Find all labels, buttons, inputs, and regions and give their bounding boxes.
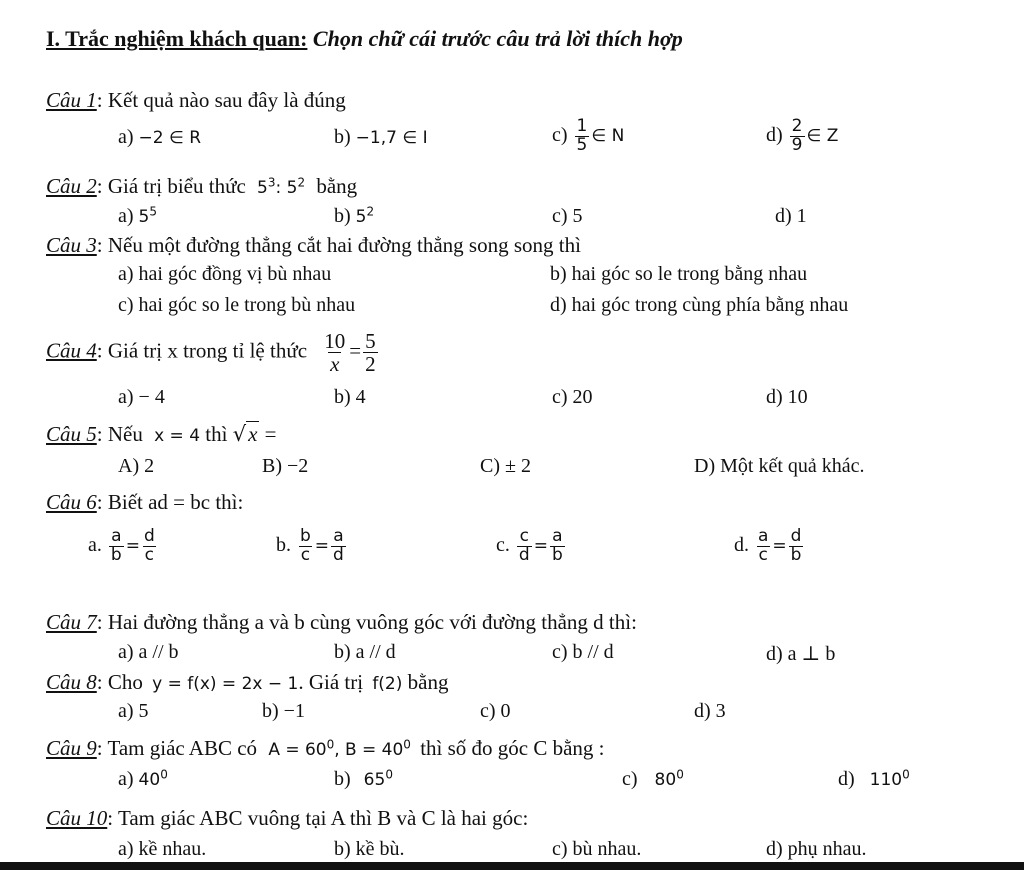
option-letter: d. bbox=[734, 533, 749, 556]
base: 5 bbox=[286, 178, 298, 198]
option-letter: b) bbox=[334, 768, 351, 790]
option-expression: −2 ∈ R bbox=[138, 128, 202, 148]
exponent: 2 bbox=[366, 204, 375, 219]
q6-option-b[interactable] bbox=[276, 528, 348, 565]
question-label: Câu 3 bbox=[46, 233, 97, 257]
question-label: Câu 2 bbox=[46, 174, 97, 198]
option-letter: d) bbox=[838, 768, 855, 790]
fraction-denominator: b bbox=[790, 544, 802, 565]
q5-option-d[interactable]: D) Một kết quả khác. bbox=[694, 455, 865, 477]
option-letter: d) bbox=[766, 123, 783, 146]
option-letter: a) bbox=[118, 205, 134, 227]
q7-option-a[interactable]: a) a // b bbox=[118, 641, 179, 663]
angle-value: 80 bbox=[654, 770, 677, 790]
option-expression bbox=[138, 767, 168, 790]
question-8 bbox=[46, 670, 448, 695]
q10-option-b[interactable]: b) kề bù. bbox=[334, 838, 405, 860]
option-letter: c) bbox=[552, 123, 568, 146]
degree-mark: 0 bbox=[160, 767, 168, 782]
radicand: x bbox=[248, 422, 258, 446]
degree-mark: 0 bbox=[403, 737, 411, 752]
q2-option-a[interactable] bbox=[118, 205, 157, 228]
section-heading: I. Trắc nghiệm khách quan: bbox=[46, 26, 308, 51]
q9-option-a[interactable] bbox=[118, 768, 168, 791]
fraction bbox=[298, 528, 313, 565]
q6-option-d[interactable] bbox=[734, 528, 805, 565]
fraction-numerator: 1 bbox=[576, 116, 588, 136]
fraction-numerator: a bbox=[111, 526, 122, 546]
angle-a bbox=[268, 737, 340, 760]
option-letter: c. bbox=[496, 533, 510, 556]
equals-sign: = bbox=[314, 535, 330, 556]
q1-option-d[interactable] bbox=[766, 118, 838, 155]
fraction-denominator: d bbox=[518, 544, 530, 565]
option-expression bbox=[138, 204, 158, 227]
question-10 bbox=[46, 806, 528, 831]
question-5 bbox=[46, 422, 277, 447]
angle-value: 65 bbox=[363, 770, 386, 790]
exponent: 5 bbox=[149, 204, 158, 219]
fraction-denominator: c bbox=[144, 544, 155, 565]
question-label: Câu 8 bbox=[46, 670, 97, 694]
option-letter: a) bbox=[118, 768, 134, 790]
question-text-tail: bằng bbox=[407, 670, 449, 694]
question-label: Câu 9 bbox=[46, 736, 97, 760]
question-text: : Giá trị biểu thức bbox=[96, 174, 246, 198]
equals-sign: = bbox=[264, 422, 277, 446]
question-text-tail: thì số đo góc C bằng : bbox=[420, 736, 605, 760]
question-text: : Tam giác ABC có bbox=[96, 736, 258, 760]
fraction bbox=[322, 330, 347, 375]
fraction-denominator: c bbox=[300, 544, 311, 565]
angle-value: 110 bbox=[869, 770, 903, 790]
question-7 bbox=[46, 610, 637, 635]
option-expression: ∈ N bbox=[591, 125, 625, 146]
q7-option-d[interactable]: d) a ⊥ b bbox=[766, 643, 836, 665]
separator: , bbox=[334, 740, 340, 760]
option-expression bbox=[869, 767, 910, 790]
fraction-denominator: 9 bbox=[791, 134, 803, 155]
option-letter: a. bbox=[88, 533, 102, 556]
fraction bbox=[575, 118, 590, 155]
question-text: : Cho bbox=[96, 670, 143, 694]
question-2 bbox=[46, 174, 357, 199]
q2-option-c[interactable]: c) 5 bbox=[552, 205, 583, 227]
q5-option-b[interactable]: B) −2 bbox=[262, 455, 309, 477]
q5-option-c[interactable]: C) ± 2 bbox=[480, 455, 531, 477]
base: 5 bbox=[257, 178, 268, 198]
q9-option-b[interactable] bbox=[334, 768, 393, 791]
equals-sign: = bbox=[125, 535, 140, 556]
fraction bbox=[363, 330, 378, 375]
fraction-denominator: d bbox=[333, 544, 344, 565]
q10-option-c[interactable]: c) bù nhau. bbox=[552, 838, 642, 860]
option-expression bbox=[654, 767, 684, 790]
option-letter: c) bbox=[622, 768, 638, 790]
square-root bbox=[233, 422, 260, 447]
q7-option-b[interactable]: b) a // d bbox=[334, 641, 396, 663]
question-text-mid: thì bbox=[205, 422, 228, 446]
q9-option-c[interactable] bbox=[622, 768, 684, 791]
fraction bbox=[790, 118, 805, 155]
equals-sign: = bbox=[533, 535, 548, 556]
degree-mark: 0 bbox=[902, 767, 910, 782]
question-text: : Biết ad = bc thì: bbox=[96, 490, 244, 514]
degree-mark: 0 bbox=[326, 737, 335, 752]
equals-sign: = bbox=[349, 338, 362, 363]
q4-option-a[interactable]: a) − 4 bbox=[118, 386, 165, 408]
option-letter: b) bbox=[334, 126, 351, 148]
q8-option-a[interactable]: a) 5 bbox=[118, 700, 149, 722]
angle-value: A = 60 bbox=[268, 740, 327, 760]
option-letter: b) bbox=[334, 205, 351, 227]
section-instruction: Chọn chữ cái trước câu trả lời thích hợp bbox=[307, 26, 683, 51]
power-expression bbox=[257, 175, 306, 198]
function-call: f(2) bbox=[372, 674, 403, 694]
question-text: : Nếu một đường thẳng cắt hai đường thẳng song song thì bbox=[96, 233, 581, 257]
option-letter: a) bbox=[118, 126, 134, 148]
fraction bbox=[142, 528, 157, 565]
fraction bbox=[756, 528, 770, 565]
q1-option-a[interactable] bbox=[118, 126, 201, 149]
fraction bbox=[331, 528, 346, 565]
q10-option-d[interactable]: d) phụ nhau. bbox=[766, 838, 867, 860]
option-expression: −1,7 ∈ I bbox=[355, 128, 428, 148]
q1-option-b[interactable] bbox=[334, 126, 428, 149]
fraction-denominator: x bbox=[330, 352, 340, 377]
q3-option-d[interactable]: d) hai góc trong cùng phía bằng nhau bbox=[550, 294, 849, 316]
fraction-numerator: 2 bbox=[791, 116, 803, 136]
question-1 bbox=[46, 88, 346, 113]
question-label: Câu 1 bbox=[46, 88, 97, 112]
option-expression: ∈ Z bbox=[806, 125, 839, 146]
q6-option-c[interactable] bbox=[496, 528, 567, 565]
q1-option-c[interactable] bbox=[552, 118, 624, 155]
question-text-tail: bằng bbox=[316, 174, 358, 198]
operator: : bbox=[275, 178, 282, 198]
fraction bbox=[517, 528, 532, 565]
question-text: : Tam giác ABC vuông tại A thì B và C là hai góc: bbox=[107, 806, 529, 830]
question-text-mid: . Giá trị bbox=[298, 670, 364, 694]
fraction-numerator: b bbox=[300, 526, 311, 546]
option-expression bbox=[355, 204, 375, 227]
fraction-denominator: b bbox=[551, 544, 563, 565]
q2-option-b[interactable] bbox=[334, 205, 374, 228]
base: 5 bbox=[138, 207, 150, 227]
fraction-numerator: d bbox=[790, 526, 802, 546]
option-letter: b. bbox=[276, 533, 291, 556]
worksheet-title bbox=[46, 26, 683, 52]
q4-option-c[interactable]: c) 20 bbox=[552, 386, 593, 408]
question-9 bbox=[46, 736, 605, 761]
question-6 bbox=[46, 490, 243, 515]
q4-option-b[interactable]: b) 4 bbox=[334, 386, 366, 408]
option-expression bbox=[363, 767, 393, 790]
degree-mark: 0 bbox=[676, 767, 684, 782]
exponent: 3 bbox=[267, 175, 276, 190]
q8-option-d[interactable]: d) 3 bbox=[694, 700, 726, 722]
fraction-numerator: a bbox=[333, 526, 344, 546]
q3-option-b[interactable]: b) hai góc so le trong bằng nhau bbox=[550, 263, 808, 285]
question-4 bbox=[46, 330, 380, 375]
question-text: : Kết quả nào sau đây là đúng bbox=[96, 88, 346, 112]
q8-option-c[interactable]: c) 0 bbox=[480, 700, 511, 722]
fraction-numerator: d bbox=[143, 526, 155, 546]
question-label: Câu 5 bbox=[46, 422, 97, 446]
fraction-denominator: b bbox=[110, 544, 122, 565]
question-text: : Nếu bbox=[96, 422, 143, 446]
q3-option-c[interactable]: c) hai góc so le trong bù nhau bbox=[118, 294, 356, 316]
radical-sign: √ bbox=[232, 422, 247, 446]
fraction-numerator: a bbox=[758, 526, 769, 546]
question-text: : Hai đường thẳng a và b cùng vuông góc với đường thẳng d thì: bbox=[96, 610, 637, 634]
q7-option-c[interactable]: c) b // d bbox=[552, 641, 614, 663]
fraction-numerator: c bbox=[519, 526, 529, 546]
question-3 bbox=[46, 233, 581, 258]
base: 5 bbox=[355, 207, 367, 227]
fraction bbox=[550, 528, 565, 565]
fraction-denominator: c bbox=[758, 544, 768, 565]
degree-mark: 0 bbox=[385, 767, 393, 782]
q6-option-a[interactable] bbox=[88, 528, 159, 565]
question-label: Câu 7 bbox=[46, 610, 97, 634]
equals-sign: = bbox=[772, 535, 787, 556]
angle-b bbox=[344, 737, 411, 760]
q9-option-d[interactable] bbox=[838, 768, 910, 791]
question-label: Câu 10 bbox=[46, 806, 108, 830]
question-label: Câu 6 bbox=[46, 490, 97, 514]
fraction-numerator: 5 bbox=[365, 329, 376, 353]
angle-value: B = 40 bbox=[344, 740, 404, 760]
fraction-denominator: 5 bbox=[576, 134, 588, 155]
q10-option-a[interactable]: a) kề nhau. bbox=[118, 838, 207, 860]
fraction-numerator: 10 bbox=[324, 329, 346, 353]
fraction bbox=[109, 528, 124, 565]
q4-option-d[interactable]: d) 10 bbox=[766, 386, 808, 408]
question-label: Câu 4 bbox=[46, 338, 97, 363]
q5-option-a[interactable]: A) 2 bbox=[118, 455, 155, 477]
q8-option-b[interactable]: b) −1 bbox=[262, 700, 305, 722]
q2-option-d[interactable]: d) 1 bbox=[775, 205, 807, 227]
angle-value: 40 bbox=[138, 770, 161, 790]
exponent: 2 bbox=[297, 175, 306, 190]
q3-option-a[interactable]: a) hai góc đồng vị bù nhau bbox=[118, 263, 332, 285]
page-bottom-border bbox=[0, 862, 1024, 870]
condition-expression: x = 4 bbox=[154, 426, 201, 446]
fraction bbox=[789, 528, 804, 565]
fraction-denominator: 2 bbox=[365, 352, 376, 377]
function-expression: y = f(x) = 2x − 1 bbox=[152, 674, 299, 694]
question-text: : Giá trị x trong tỉ lệ thức bbox=[96, 338, 308, 363]
fraction-numerator: a bbox=[552, 526, 563, 546]
